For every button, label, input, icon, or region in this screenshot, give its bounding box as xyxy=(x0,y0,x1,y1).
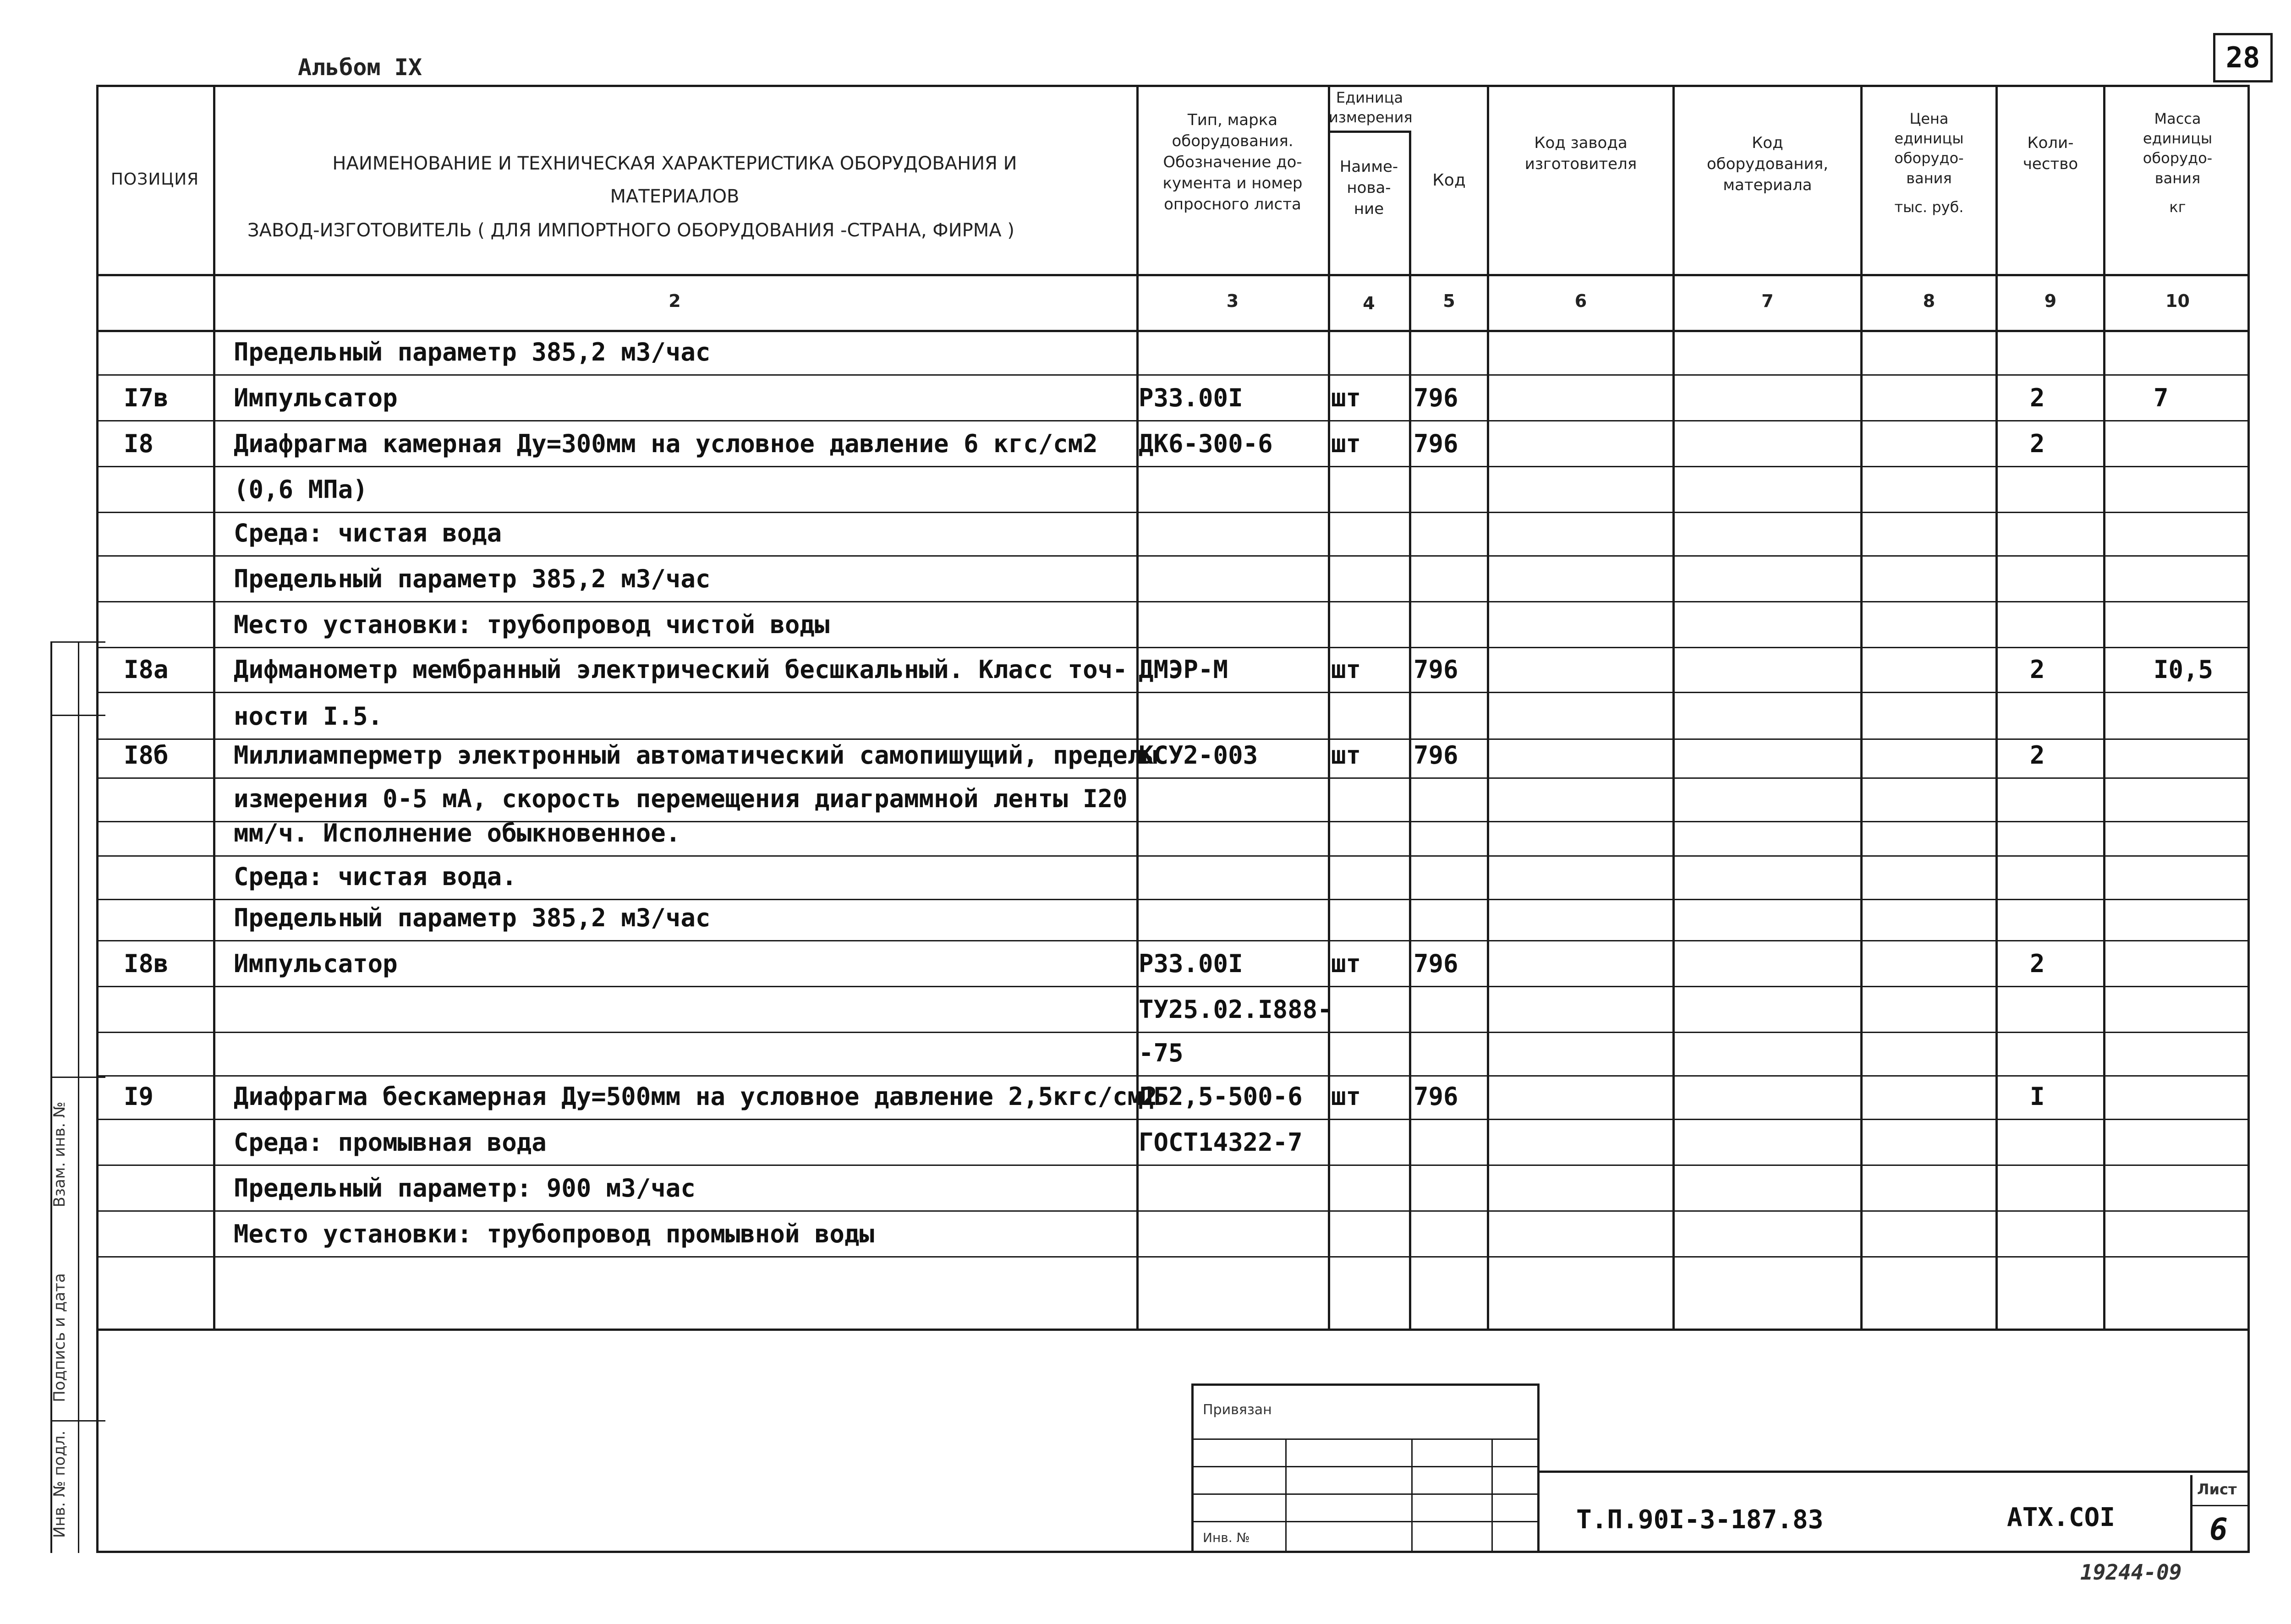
row-position: I7в xyxy=(124,383,169,412)
row-separator-line xyxy=(96,777,2250,779)
colnum-5: 5 xyxy=(1443,291,1455,311)
colnum-9: 9 xyxy=(2044,291,2057,311)
row-separator-line xyxy=(96,738,2250,740)
row-separator-line xyxy=(96,601,2250,602)
row-separator-line xyxy=(96,420,2250,421)
header-mass-l2: единицы xyxy=(2143,130,2213,148)
row-separator-line xyxy=(96,692,2250,693)
row-name: измерения 0-5 мА, скорость перемещения диаграммной ленты I20 xyxy=(234,784,1128,813)
privyazan-line-2 xyxy=(1191,1466,1540,1467)
row-name: Среда: чистая вода. xyxy=(234,862,517,891)
privyazan-line-4 xyxy=(1191,1521,1540,1522)
row-unit-code: 796 xyxy=(1414,429,1458,458)
row-separator-line xyxy=(96,855,2250,857)
header-position: ПОЗИЦИЯ xyxy=(110,170,199,189)
header-unit-name xyxy=(1329,157,1409,220)
header-price-l5: тыс. руб. xyxy=(1894,198,1964,216)
header-unit-name-l3: ние xyxy=(1354,199,1384,218)
side-label-podpis: Подпись и дата xyxy=(50,1273,69,1402)
document-code: Т.П.90I-3-187.83 xyxy=(1576,1505,1824,1535)
row-type-mark: -75 xyxy=(1139,1039,1184,1067)
list-label: Лист xyxy=(2197,1481,2237,1498)
row-quantity: 2 xyxy=(2030,741,2045,770)
header-type-mark-l5: опросного листа xyxy=(1164,195,1301,213)
header-equipment-code-l3: материала xyxy=(1723,175,1812,194)
row-separator-line xyxy=(96,512,2250,513)
footnote-number: 19244-09 xyxy=(2080,1560,2182,1585)
row-separator-line xyxy=(96,1075,2250,1077)
privyazan-vline-2 xyxy=(1411,1438,1413,1553)
header-equipment-code-l2: оборудования, xyxy=(1706,154,1829,173)
row-name: Миллиамперметр электронный автоматический самопишущий, пределы xyxy=(234,741,1157,770)
row-type-mark: ДМЭР-М xyxy=(1139,655,1228,684)
header-price-l3: оборудо- xyxy=(1894,149,1964,167)
row-unit-name: шт xyxy=(1331,655,1361,684)
row-quantity: 2 xyxy=(2030,383,2045,412)
header-quantity xyxy=(1998,133,2103,175)
header-equipment-code-l1: Код xyxy=(1752,134,1783,152)
header-name xyxy=(215,151,1134,243)
header-mass-l5: кг xyxy=(2169,198,2186,216)
header-mass-l4: вания xyxy=(2154,169,2201,187)
row-name: ности I.5. xyxy=(234,702,383,731)
header-price-l2: единицы xyxy=(1894,130,1964,148)
row-separator-line xyxy=(96,940,2250,941)
col-divider-9 xyxy=(2103,85,2105,1330)
row-unit-code: 796 xyxy=(1414,655,1458,684)
header-unit-group-l2: измерения xyxy=(1329,109,1413,126)
row-unit-name: шт xyxy=(1331,429,1361,458)
header-unit-name-l1: Наиме- xyxy=(1339,158,1398,176)
header-price xyxy=(1863,109,1995,217)
header-type-mark-l2: оборудования. xyxy=(1172,131,1293,150)
unit-group-line xyxy=(1328,131,1411,133)
colnum-7: 7 xyxy=(1761,291,1774,311)
row-mass: 7 xyxy=(2154,383,2169,412)
row-position: I9 xyxy=(124,1082,154,1111)
col-divider-6 xyxy=(1672,85,1675,1330)
row-quantity: 2 xyxy=(2030,429,2045,458)
row-name: Диафрагма камерная Ду=300мм на условное давление 6 кгс/см2 xyxy=(234,429,1098,458)
row-separator-line xyxy=(96,466,2250,467)
row-position: I8 xyxy=(124,429,154,458)
row-unit-name: шт xyxy=(1331,1082,1361,1111)
row-type-mark: ДБ2,5-500-6 xyxy=(1139,1082,1303,1111)
header-type-mark-l1: Тип, марка xyxy=(1187,111,1278,129)
col-divider-7 xyxy=(1860,85,1863,1330)
row-position: I8в xyxy=(124,949,169,978)
album-label: Альбом IX xyxy=(298,54,422,81)
side-label-vzam: Взам. инв. № xyxy=(50,1101,69,1208)
header-name-line3: ЗАВОД-ИЗГОТОВИТЕЛЬ ( ДЛЯ ИМПОРТНОГО ОБОРУДОВАНИЯ -СТРАНА, ФИРМА ) xyxy=(247,220,1014,241)
privyazan-vline-3 xyxy=(1491,1438,1493,1553)
title-block-top-line xyxy=(1540,1471,2250,1473)
header-unit-group xyxy=(1329,88,1413,127)
side-stamp-divider xyxy=(78,641,79,1553)
row-type-mark: ТУ25.02.I888- xyxy=(1139,995,1332,1024)
page-number-box xyxy=(2213,33,2273,82)
header-quantity-l2: чество xyxy=(2022,154,2078,173)
header-unit-code: Код xyxy=(1432,171,1466,190)
header-mass-l1: Масса xyxy=(2154,110,2201,127)
row-type-mark: ГОСТ14322-7 xyxy=(1139,1128,1303,1157)
colnum-4: 4 xyxy=(1363,293,1375,313)
col-divider-8 xyxy=(1995,85,1998,1330)
sheet-code: АТХ.СОI xyxy=(2007,1503,2116,1532)
row-mass: I0,5 xyxy=(2154,655,2214,684)
row-unit-name: шт xyxy=(1331,949,1361,978)
row-unit-name: шт xyxy=(1331,383,1361,412)
privyazan-vline-1 xyxy=(1285,1438,1287,1553)
row-separator-line xyxy=(96,1119,2250,1120)
row-position: I8а xyxy=(124,655,169,684)
col-divider-1 xyxy=(213,85,215,1330)
row-name: Импульсатор xyxy=(234,383,398,412)
colnum-6: 6 xyxy=(1574,291,1587,311)
row-name: Место установки: трубопровод чистой воды xyxy=(234,610,830,639)
row-unit-code: 796 xyxy=(1414,949,1458,978)
row-type-mark: РЗЗ.00I xyxy=(1139,383,1243,412)
row-name: Предельный параметр 385,2 м3/час xyxy=(234,564,711,593)
page-number: 28 xyxy=(2225,41,2260,74)
colnum-10: 10 xyxy=(2165,291,2190,311)
col-divider-5 xyxy=(1487,85,1489,1330)
header-mass xyxy=(2105,109,2250,217)
header-unit-group-l1: Единица xyxy=(1336,89,1403,106)
row-name: Диафрагма бескамерная Ду=500мм на условное давление 2,5кгс/см2 xyxy=(234,1082,1157,1111)
row-type-mark: ДК6-300-6 xyxy=(1139,429,1273,458)
row-quantity: 2 xyxy=(2030,949,2045,978)
row-quantity: 2 xyxy=(2030,655,2045,684)
privyazan-line-3 xyxy=(1191,1493,1540,1495)
colnum-bottom-line xyxy=(96,330,2250,332)
colnum-2: 2 xyxy=(669,291,681,311)
header-price-l4: вания xyxy=(1906,169,1952,187)
colnum-8: 8 xyxy=(1923,291,1935,311)
row-name: Предельный параметр 385,2 м3/час xyxy=(234,903,711,932)
side-label-inv-podl: Инв. № подл. xyxy=(50,1430,69,1538)
header-price-l1: Цена xyxy=(1909,110,1949,127)
row-position: I8б xyxy=(124,741,169,770)
header-equipment-code xyxy=(1675,133,1860,196)
row-name: Предельный параметр 385,2 м3/час xyxy=(234,338,711,366)
list-number: 6 xyxy=(2209,1512,2228,1547)
privyazan-line-1 xyxy=(1191,1438,1540,1440)
row-name: мм/ч. Исполнение обыкновенное. xyxy=(234,819,681,848)
row-separator-line xyxy=(96,1210,2250,1212)
row-name: (0,6 МПа) xyxy=(234,475,368,504)
table-body-bottom-line xyxy=(96,1329,2250,1331)
row-type-mark: КСУ2-003 xyxy=(1139,741,1258,770)
header-name-line1: НАИМЕНОВАНИЕ И ТЕХНИЧЕСКАЯ ХАРАКТЕРИСТИКА ОБОРУДОВАНИЯ И xyxy=(332,153,1017,174)
row-separator-line xyxy=(96,1165,2250,1166)
row-name: Место установки: трубопровод промывной воды xyxy=(234,1219,874,1248)
row-separator-line xyxy=(96,1256,2250,1258)
row-separator-line xyxy=(96,647,2250,648)
row-separator-line xyxy=(96,555,2250,557)
header-type-mark-l3: Обозначение до- xyxy=(1163,153,1302,171)
row-separator-line xyxy=(96,374,2250,376)
row-unit-code: 796 xyxy=(1414,741,1458,770)
privyazan-label: Привязан xyxy=(1203,1402,1272,1418)
header-factory-code-l2: изготовителя xyxy=(1524,154,1637,173)
row-separator-line xyxy=(96,899,2250,900)
header-quantity-l1: Коли- xyxy=(2027,134,2074,152)
row-unit-code: 796 xyxy=(1414,383,1458,412)
header-mass-l3: оборудо- xyxy=(2143,149,2213,167)
header-factory-code xyxy=(1489,133,1672,175)
header-name-line2: МАТЕРИАЛОВ xyxy=(610,186,740,207)
header-bottom-line xyxy=(96,274,2250,276)
row-separator-line xyxy=(96,1032,2250,1033)
row-name: Дифманометр мембранный электрический бесшкальный. Класс точ- xyxy=(234,655,1128,684)
row-name: Импульсатор xyxy=(234,949,398,978)
header-type-mark xyxy=(1139,110,1326,215)
list-box-line xyxy=(2190,1505,2250,1506)
row-name: Среда: чистая вода xyxy=(234,519,502,547)
row-separator-line xyxy=(96,986,2250,987)
row-name: Среда: промывная вода xyxy=(234,1128,547,1157)
row-unit-code: 796 xyxy=(1414,1082,1458,1111)
inv-label: Инв. № xyxy=(1203,1530,1250,1545)
row-type-mark: РЗЗ.00I xyxy=(1139,949,1243,978)
header-type-mark-l4: кумента и номер xyxy=(1162,174,1303,192)
header-factory-code-l1: Код завода xyxy=(1534,134,1628,152)
row-quantity: I xyxy=(2030,1082,2045,1111)
header-unit-name-l2: нова- xyxy=(1347,178,1391,197)
row-name: Предельный параметр: 900 м3/час xyxy=(234,1174,696,1203)
row-unit-name: шт xyxy=(1331,741,1361,770)
colnum-3: 3 xyxy=(1226,291,1239,311)
col-divider-3 xyxy=(1328,85,1330,1330)
